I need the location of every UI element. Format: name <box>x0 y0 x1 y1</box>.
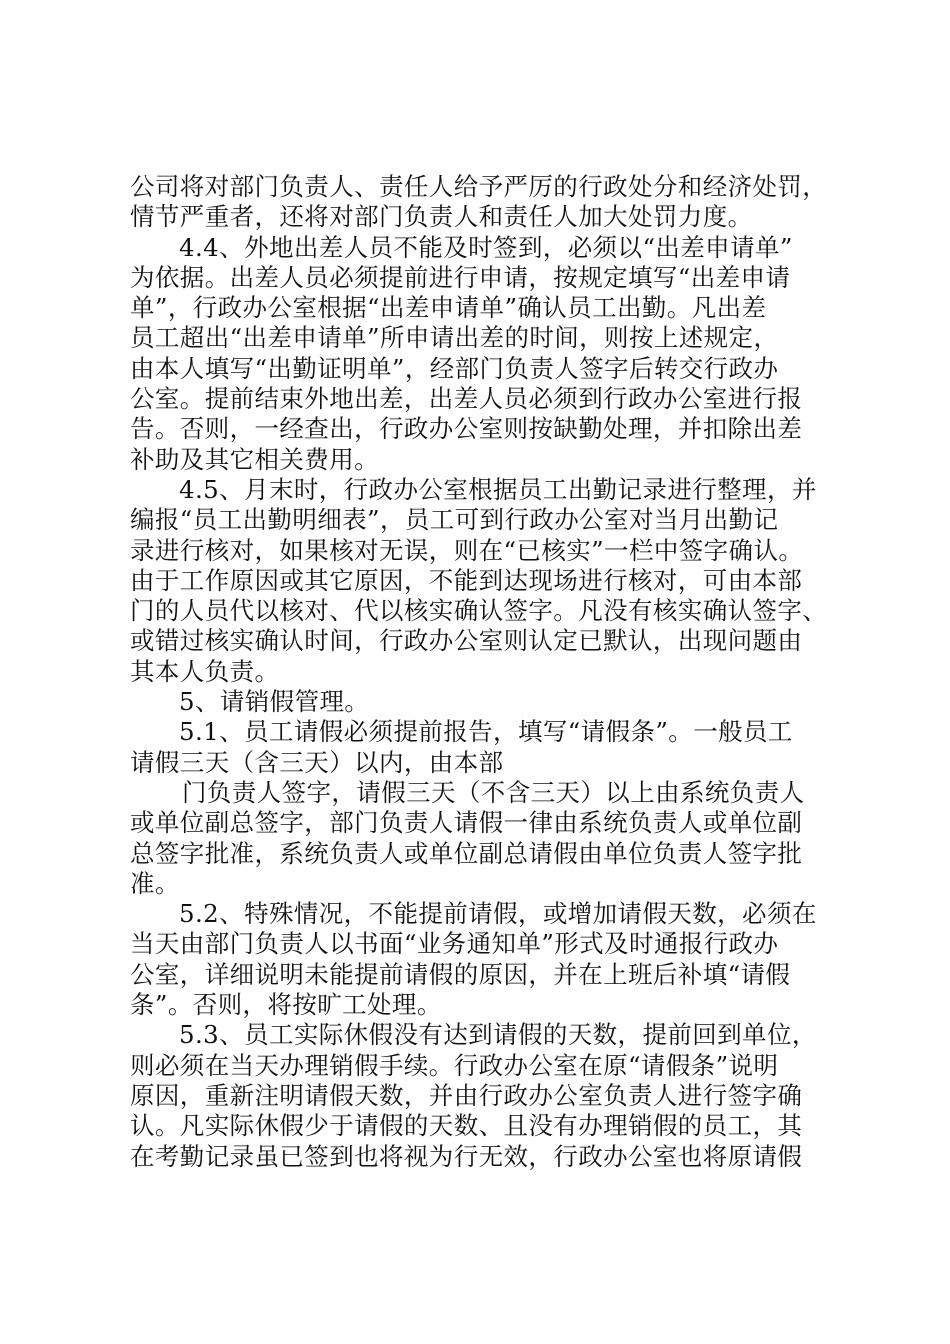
text-line: 门的人员代以核对、代以核实确认签字。凡没有核实确认签字、 <box>130 596 828 626</box>
text-line: 门负责人签字，请假三天（不含三天）以上由系统负责人 <box>182 777 805 807</box>
paragraph-5-3-start: 5.3、员工实际休假没有达到请假的天数，提前回到单位， <box>179 1020 817 1050</box>
text-line: 编报“员工出勤明细表”，员工可到行政办公室对当月出勤记 <box>130 505 779 535</box>
text-line: 情节严重者，还将对部门负责人和责任人加大处罚力度。 <box>130 202 753 232</box>
text-line: 则必须在当天办理销假手续。行政办公室在原“请假条”说明 <box>130 1050 779 1080</box>
text-line: 员工超出“出差申请单”所申请出差的时间，则按上述规定， <box>130 323 779 353</box>
document-body <box>130 172 830 1172</box>
text-line: 单”，行政办公室根据“出差申请单”确认员工出勤。凡出差 <box>130 293 767 323</box>
text-line: 总签字批准，系统负责人或单位副总请假由单位负责人签字批 <box>130 838 803 868</box>
text-line: 公室。提前结束外地出差，出差人员必须到行政办公室进行报 <box>130 384 803 414</box>
text-line: 补助及其它相关费用。 <box>130 444 379 474</box>
text-line: 在考勤记录虽已签到也将视为行无效，行政办公室也将原请假 <box>130 1141 803 1171</box>
text-line: 原因，重新注明请假天数，并由行政办公室负责人进行签字确 <box>130 1080 803 1110</box>
paragraph-5-2-start: 5.2、特殊情况，不能提前请假，或增加请假天数，必须在 <box>179 899 817 929</box>
text-line: 公司将对部门负责人、责任人给予严厉的行政处分和经济处罚， <box>130 172 828 201</box>
paragraph-4-4-start: 4.4、外地出差人员不能及时签到，必须以“出差申请单” <box>179 232 793 262</box>
text-line: 由本人填写“出勤证明单”，经部门负责人签字后转交行政办 <box>130 353 779 383</box>
text-line: 告。否则，一经查出，行政办公室则按缺勤处理，并扣除出差 <box>130 414 803 444</box>
text-line: 公室，详细说明未能提前请假的原因，并在上班后补填“请假 <box>130 959 791 989</box>
text-line: 当天由部门负责人以书面“业务通知单”形式及时通报行政办 <box>130 929 779 959</box>
text-line: 录进行核对，如果核对无误，则在“已核实”一栏中签字确认。 <box>130 535 804 565</box>
text-line: 准。 <box>130 868 180 898</box>
text-line: 条”。否则，将按旷工处理。 <box>130 990 442 1020</box>
section-5-heading: 5、请销假管理。 <box>179 687 370 717</box>
paragraph-5-1-start: 5.1、员工请假必须提前报告，填写“请假条”。一般员工 <box>179 717 793 747</box>
text-line: 或单位副总签字，部门负责人请假一律由系统负责人或单位副 <box>130 808 803 838</box>
text-line: 为依据。出差人员必须提前进行申请，按规定填写“出差申请 <box>130 262 791 292</box>
text-line: 由于工作原因或其它原因，不能到达现场进行核对，可由本部 <box>130 565 803 595</box>
paragraph-4-5-start: 4.5、月末时，行政办公室根据员工出勤记录进行整理，并 <box>179 474 817 504</box>
text-line: 认。凡实际休假少于请假的天数、且没有办理销假的员工，其 <box>130 1111 803 1141</box>
text-line: 其本人负责。 <box>130 656 280 686</box>
text-line: 请假三天（含三天）以内，由本部 <box>130 747 504 777</box>
text-line: 或错过核实确认时间，行政办公室则认定已默认，出现问题由 <box>130 626 803 656</box>
